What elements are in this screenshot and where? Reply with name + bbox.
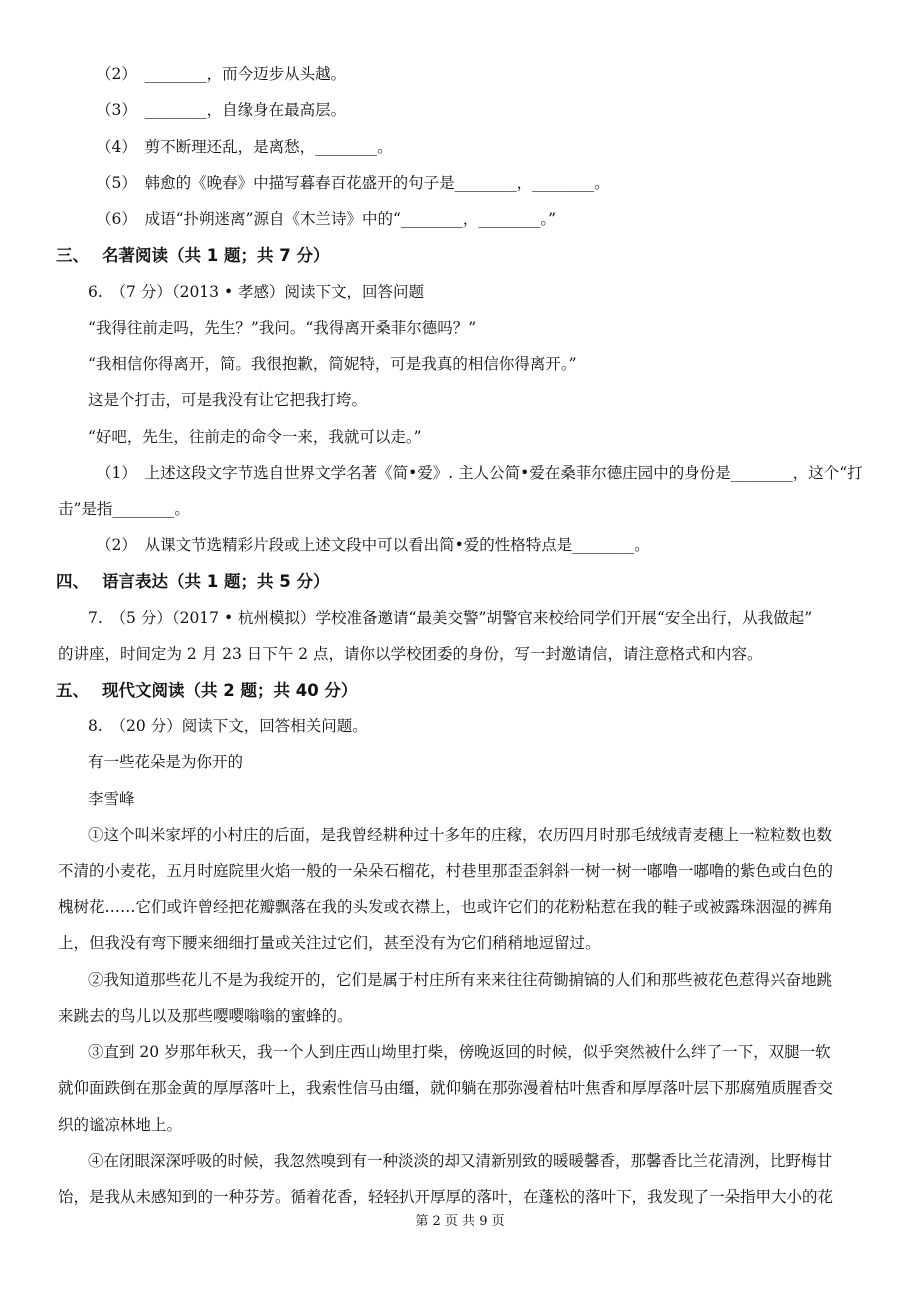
question-line: （2） 从课文节选精彩片段或上述文段中可以看出简•爱的性格特点是________。 — [96, 536, 650, 554]
section-title: 名著阅读（共 1 题；共 7 分） — [102, 246, 330, 265]
question-line: （4） 剪不断理还乱，是离愁，________。 — [96, 138, 393, 156]
page-number: 第 2 页 共 9 页 — [415, 1214, 505, 1229]
section-heading — [56, 680, 357, 702]
section-heading — [56, 571, 329, 593]
section-number: 四、 — [56, 572, 89, 591]
passage-line: “我相信你得离开，简。我很抱歉，简妮特，可是我真的相信你得离开。” — [88, 355, 577, 373]
passage-line: “我得往前走吗，先生？”我问。“我得离开桑菲尔德吗？” — [88, 319, 477, 337]
section-number: 三、 — [56, 246, 89, 265]
passage-line: ④在闭眼深深呼吸的时候，我忽然嗅到有一种淡淡的却又清新别致的暖暖馨香，那馨香比兰花清洌，比野梅甘 — [88, 1152, 833, 1170]
section-title: 现代文阅读（共 2 题；共 40 分） — [102, 681, 358, 700]
passage-line: 织的谧凉林地上。 — [58, 1116, 183, 1134]
question-line: （1） 上述这段文字节选自世界文学名著《简•爱》. 主人公简•爱在桑菲尔德庄园中的身份是________，这个“打 — [96, 464, 863, 482]
passage-line: 上，但我没有弯下腰来细细打量或关注过它们，甚至没有为它们稍稍地逗留过。 — [58, 934, 601, 952]
question-line: 击”是指________。 — [58, 500, 190, 518]
passage-line: 槐树花……它们或许曾经把花瓣飘落在我的头发或衣襟上，也或许它们的花粉粘惹在我的鞋子或被露珠洇湿的裤角 — [58, 898, 834, 916]
passage-line: 这是个打击，可是我没有让它把我打垮。 — [88, 391, 368, 409]
passage-line: 就仰面跌倒在那金黄的厚厚落叶上，我索性信马由缰，就仰躺在那弥漫着枯叶焦香和厚厚落叶层下那腐殖质腥香交 — [58, 1079, 834, 1097]
question-line: 6. （7 分）（2013 • 孝感）阅读下文，回答问题 — [88, 283, 425, 301]
section-number: 五、 — [56, 681, 89, 700]
section-title: 语言表达（共 1 题；共 5 分） — [102, 572, 330, 591]
passage-line: 不清的小麦花，五月时庭院里火焰一般的一朵朵石榴花，村巷里那歪歪斜斜一树一树一嘟噜一嘟噜的紫色或白色的 — [58, 862, 834, 880]
passage-line: 饴，是我从未感知到的一种芬芳。循着花香，轻轻扒开厚厚的落叶，在蓬松的落叶下，我发现了一朵指甲大小的花 — [58, 1188, 834, 1206]
question-line: （5） 韩愈的《晚春》中描写暮春百花盛开的句子是________，________。 — [96, 174, 610, 192]
question-line: （3） ________，自缘身在最高层。 — [96, 101, 347, 119]
section-heading — [56, 245, 329, 267]
question-line: 7. （5 分）（2017 • 杭州模拟）学校准备邀请“最美交警”胡警官来校给同学们开展“安全出行，从我做起” — [88, 609, 813, 627]
passage-line: ①这个叫米家坪的小村庄的后面，是我曾经耕种过十多年的庄稼，农历四月时那毛绒绒青麦穗上一粒粒数也数 — [88, 826, 833, 844]
passage-line: ③直到 20 岁那年秋天，我一个人到庄西山坳里打柴，傍晚返回的时候，似乎突然被什么绊了一下，双腿一软 — [88, 1043, 831, 1061]
question-line: （2） ________，而今迈步从头越。 — [96, 65, 347, 83]
passage-author: 李雪峰 — [88, 790, 135, 808]
question-line: （6） 成语“扑朔迷离”源自《木兰诗》中的“________，________。” — [96, 210, 557, 228]
question-line: 8. （20 分）阅读下文，回答相关问题。 — [88, 717, 368, 735]
passage-title: 有一些花朵是为你开的 — [88, 753, 244, 771]
passage-line: 来跳去的鸟儿以及那些嘤嘤嗡嗡的蜜蜂的。 — [58, 1007, 353, 1025]
passage-line: ②我知道那些花儿不是为我绽开的，它们是属于村庄所有来来往往荷锄掮镐的人们和那些被花色惹得兴奋地跳 — [88, 971, 833, 989]
question-line: 的讲座，时间定为 2 月 23 日下午 2 点，请你以学校团委的身份，写一封邀请信，请注意格式和内容。 — [58, 645, 763, 663]
passage-line: “好吧，先生，往前走的命令一来，我就可以走。” — [88, 428, 422, 446]
